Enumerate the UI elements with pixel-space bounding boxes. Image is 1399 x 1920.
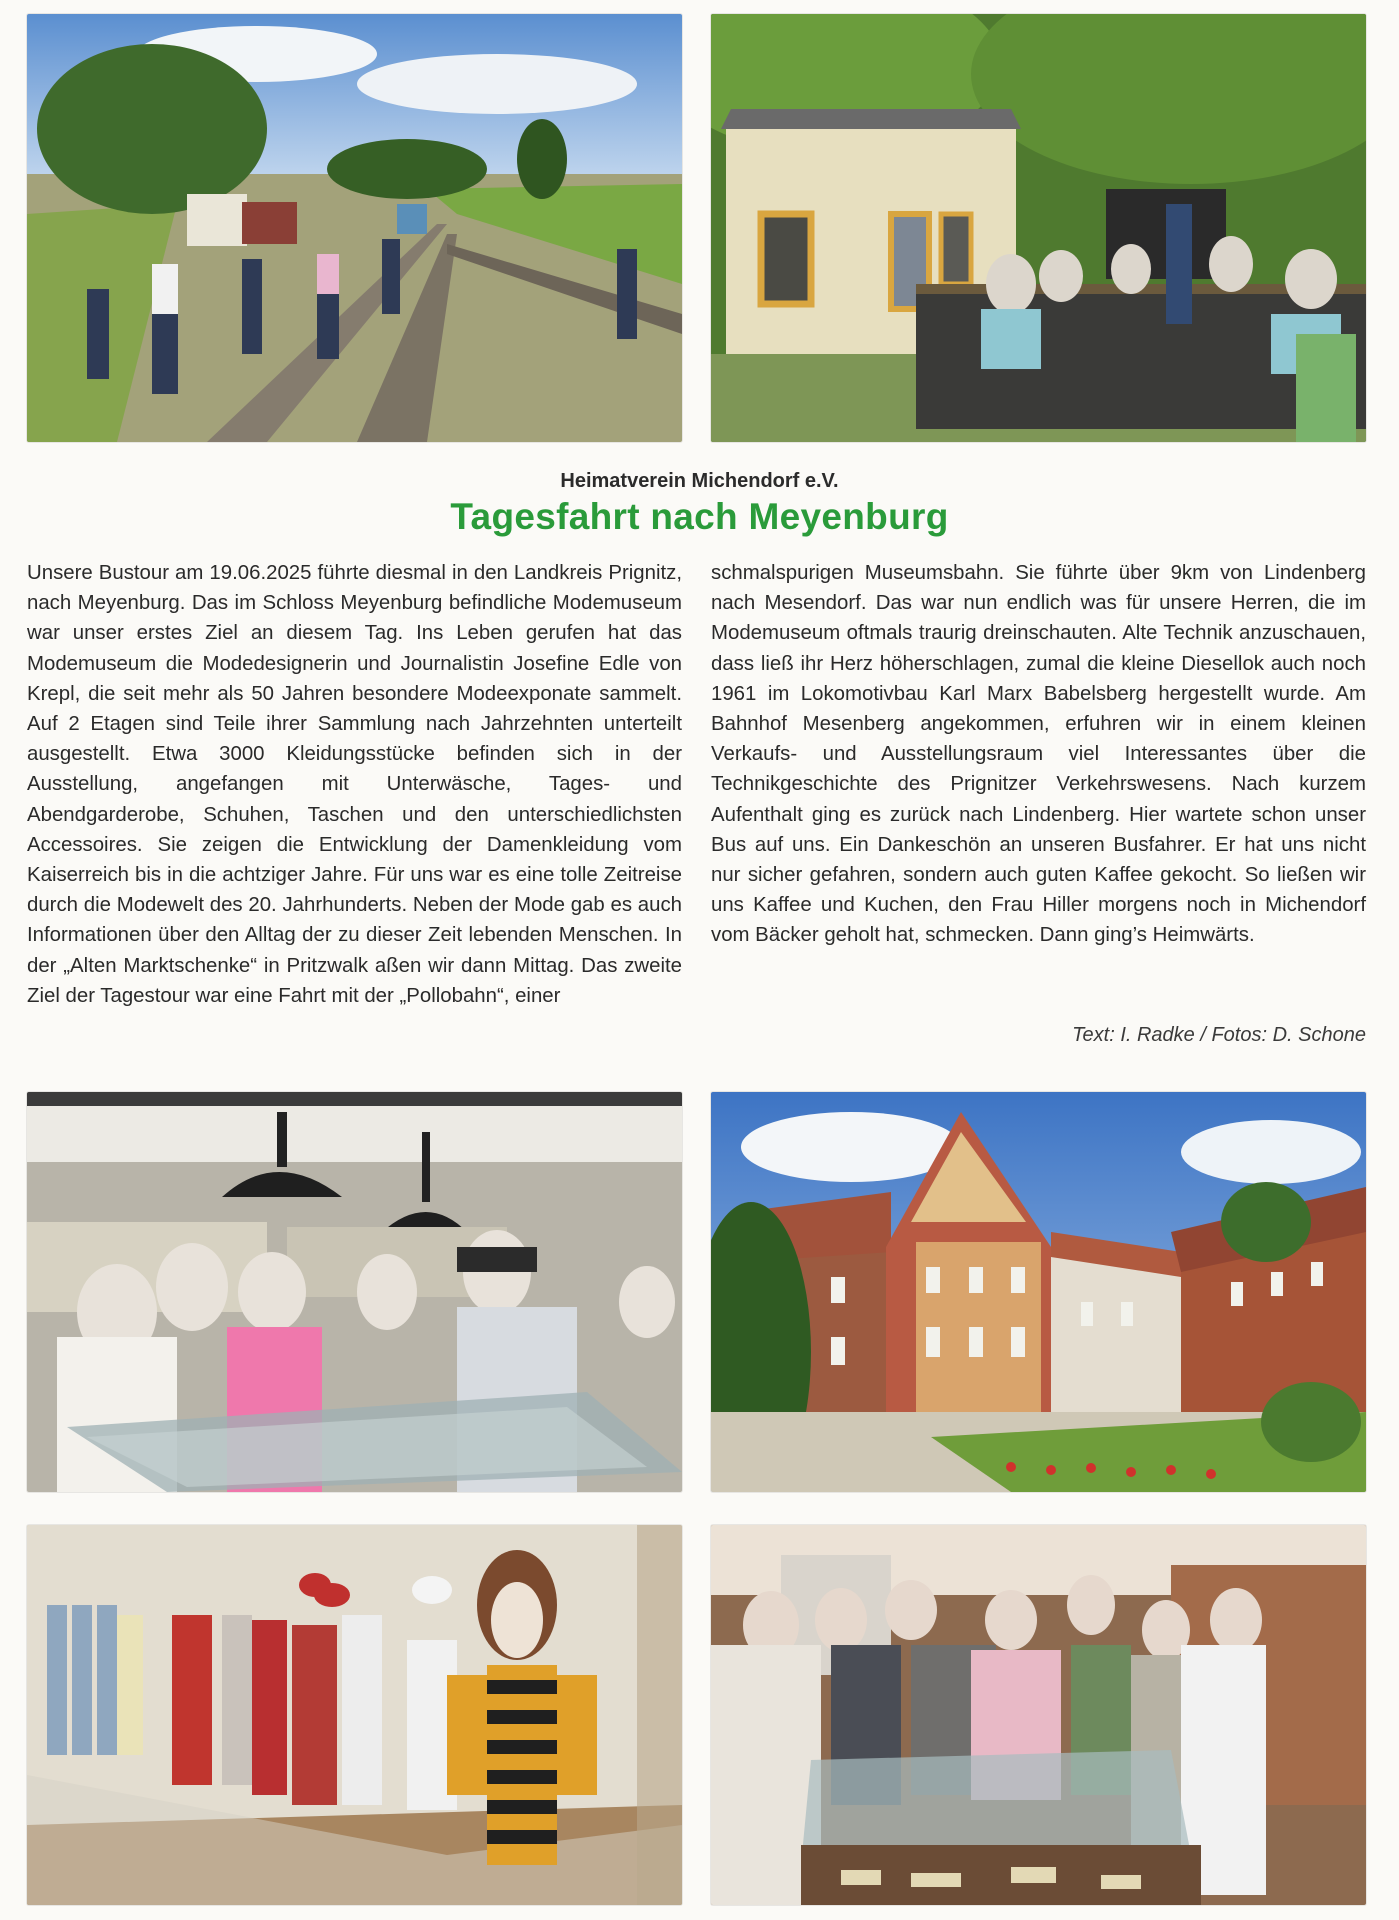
organization-name: Heimatverein Michendorf e.V. [560, 470, 839, 492]
photo-museum-train-passengers [711, 14, 1366, 442]
photo-railway-tracks-illustration [27, 14, 682, 442]
article-title: Tagesfahrt nach Meyenburg [450, 496, 949, 537]
photo-visitors-illustration [711, 1525, 1366, 1905]
article-column-right [711, 558, 1366, 951]
photo-credit: Text: I. Radke / Fotos: D. Schone [1072, 1024, 1366, 1046]
photo-exhibition-display-case [27, 1092, 682, 1492]
photo-mannequins-illustration [27, 1525, 682, 1905]
photo-museum-visitors [711, 1525, 1366, 1905]
photo-castle-illustration [711, 1092, 1366, 1492]
article-column-left [27, 558, 682, 1011]
article-paragraph-left: Unsere Bustour am 19.06.2025 führte diesmal in den Landkreis Prignitz, nach Meyenburg. Das im Schloss Meyenburg befindliche Modemuseum war unser erstes Ziel an diesem Tag. Ins Leben gerufen hat das Modemuseum die Modedesignerin und Journalistin Josefine Edle von Krepl, die seit mehr als 50 Jahren besondere Modeexponate sammelt. Auf 2 Etagen sind Teile ihrer Sammlung nach Jahrzehnten unterteilt ausgestellt. Etwa 3000 Kleidungsstücke befinden sich in der Ausstellung, angefangen mit Unterwäsche, Tages- und Abendgarderobe, Schuhen, Taschen und den unterschiedlichsten Accessoires. Sie zeigen die Entwicklung der Damenkleidung vom Kaiserreich bis in die achtziger Jahre. Für uns war es eine tolle Zeitreise durch die Modewelt des 20. Jahrhunderts. Neben der Mode gab es auch Informationen über den Alltag der zu dieser Zeit lebenden Menschen. In der „Alten Marktschenke“ in Pritzwalk aßen wir dann Mittag. Das zweite Ziel der Tagestour war eine Fahrt mit der „Pollobahn“, einer [27, 562, 682, 1007]
article-paragraph-right: schmalspurigen Museumsbahn. Sie führte über 9km von Lindenberg nach Mesendorf. Das war nun endlich was für unsere Herren, die im Modemuseum oftmals traurig dreinschauten. Alte Technik anzuschauen, dass ließ ihr Herz höherschlagen, zumal die kleine Diesellok auch noch 1961 im Lokomotivbau Karl Marx Babelsberg hergestellt wurde. Am Bahnhof Mesenberg angekommen, erfuhren wir in einem kleinen Verkaufs- und Ausstellungsraum viel Interessantes über die Technikgeschichte des Prignitzer Verkehrswesens. Nach kurzem Aufenthalt ging es zurück nach Lindenberg. Hier wartete schon unser Bus auf uns. Ein Dankeschön an unseren Busfahrer. Er hat uns nicht nur sicher gefahren, sondern auch guten Kaffee gekocht. So ließen wir uns Kaffee und Kuchen, den Frau Hiller morgens noch in Michendorf vom Bäcker geholt hat, schmecken. Dann ging’s Heimwärts. [711, 562, 1366, 947]
photo-schloss-meyenburg [711, 1092, 1366, 1492]
photo-railway-tracks [27, 14, 682, 442]
photo-fashion-mannequins [27, 1525, 682, 1905]
photo-display-case-illustration [27, 1092, 682, 1492]
photo-museum-train-illustration [711, 14, 1366, 442]
